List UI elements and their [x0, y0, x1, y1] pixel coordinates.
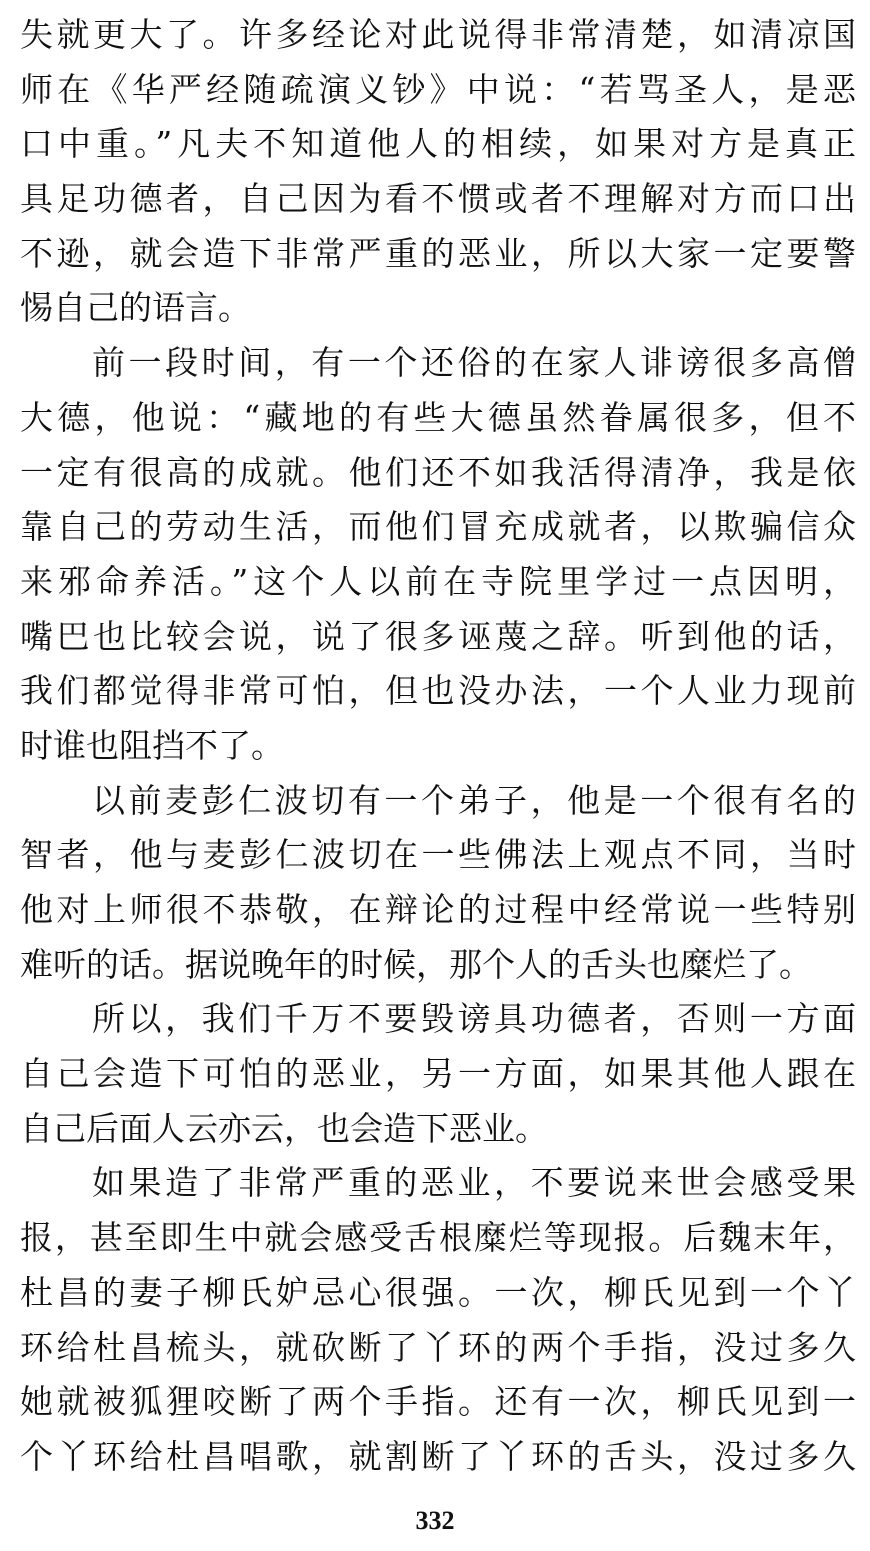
text-line: 杜昌的妻子柳氏妒忌心很强。一次，柳氏见到一个丫	[20, 1272, 856, 1312]
text-line: 失就更大了。许多经论对此说得非常清楚，如清凉国	[20, 15, 856, 54]
text-line: 如果造了非常严重的恶业，不要说来世会感受果	[92, 1163, 856, 1203]
text-line: 他对上师很不恭敬，在辩论的过程中经常说一些特别	[20, 890, 856, 929]
text-line: 师在《华严经随疏演义钞》中说：“若骂圣人，是恶	[20, 69, 856, 109]
text-line: 嘴巴也比较会说，说了很多诬蔑之辞。听到他的话，	[20, 616, 856, 656]
text-line: 难听的话。据说晚年的时候，那个人的舌头也糜烂了。	[20, 944, 812, 984]
text-line: 智者，他与麦彭仁波切在一些佛法上观点不同，当时	[20, 835, 856, 875]
text-line: 以前麦彭仁波切有一个弟子，他是一个很有名的	[92, 780, 856, 820]
text-line: 自己后面人云亦云，也会造下恶业。	[20, 1108, 548, 1148]
body-text	[20, 8, 856, 1485]
text-line: 不逊，就会造下非常严重的恶业，所以大家一定要警	[20, 233, 856, 273]
text-line: 自己会造下可怕的恶业，另一方面，如果其他人跟在	[20, 1054, 856, 1094]
text-line: 她就被狐狸咬断了两个手指。还有一次，柳氏见到一	[20, 1382, 856, 1422]
text-line: 具足功德者，自己因为看不惯或者不理解对方而口出	[20, 179, 856, 219]
text-line: 一定有很高的成就。他们还不如我活得清净，我是依	[20, 452, 856, 492]
text-line: 报，甚至即生中就会感受舌根糜烂等现报。后魏末年，	[20, 1218, 856, 1258]
page-number: 332	[415, 1506, 455, 1535]
text-line: 口中重。”凡夫不知道他人的相续，如果对方是真正	[20, 124, 856, 164]
text-line: 个丫环给杜昌唱歌，就割断了丫环的舌头，没过多久	[20, 1436, 856, 1476]
text-line: 来邪命养活。”这个人以前在寺院里学过一点因明，	[20, 561, 856, 601]
text-line: 惕自己的语言。	[20, 288, 251, 328]
text-line: 我们都觉得非常可怕，但也没办法，一个人业力现前	[20, 671, 856, 711]
text-line: 环给杜昌梳头，就砍断了丫环的两个手指，没过多久	[20, 1327, 856, 1367]
text-line: 所以，我们千万不要毁谤具功德者，否则一方面	[92, 999, 856, 1039]
text-line: 大德，他说：“藏地的有些大德虽然眷属很多，但不	[20, 397, 856, 437]
text-line: 时谁也阻挡不了。	[20, 725, 284, 765]
text-line: 前一段时间，有一个还俗的在家人诽谤很多高僧	[92, 343, 856, 383]
text-line: 靠自己的劳动生活，而他们冒充成就者，以欺骗信众	[20, 507, 856, 547]
